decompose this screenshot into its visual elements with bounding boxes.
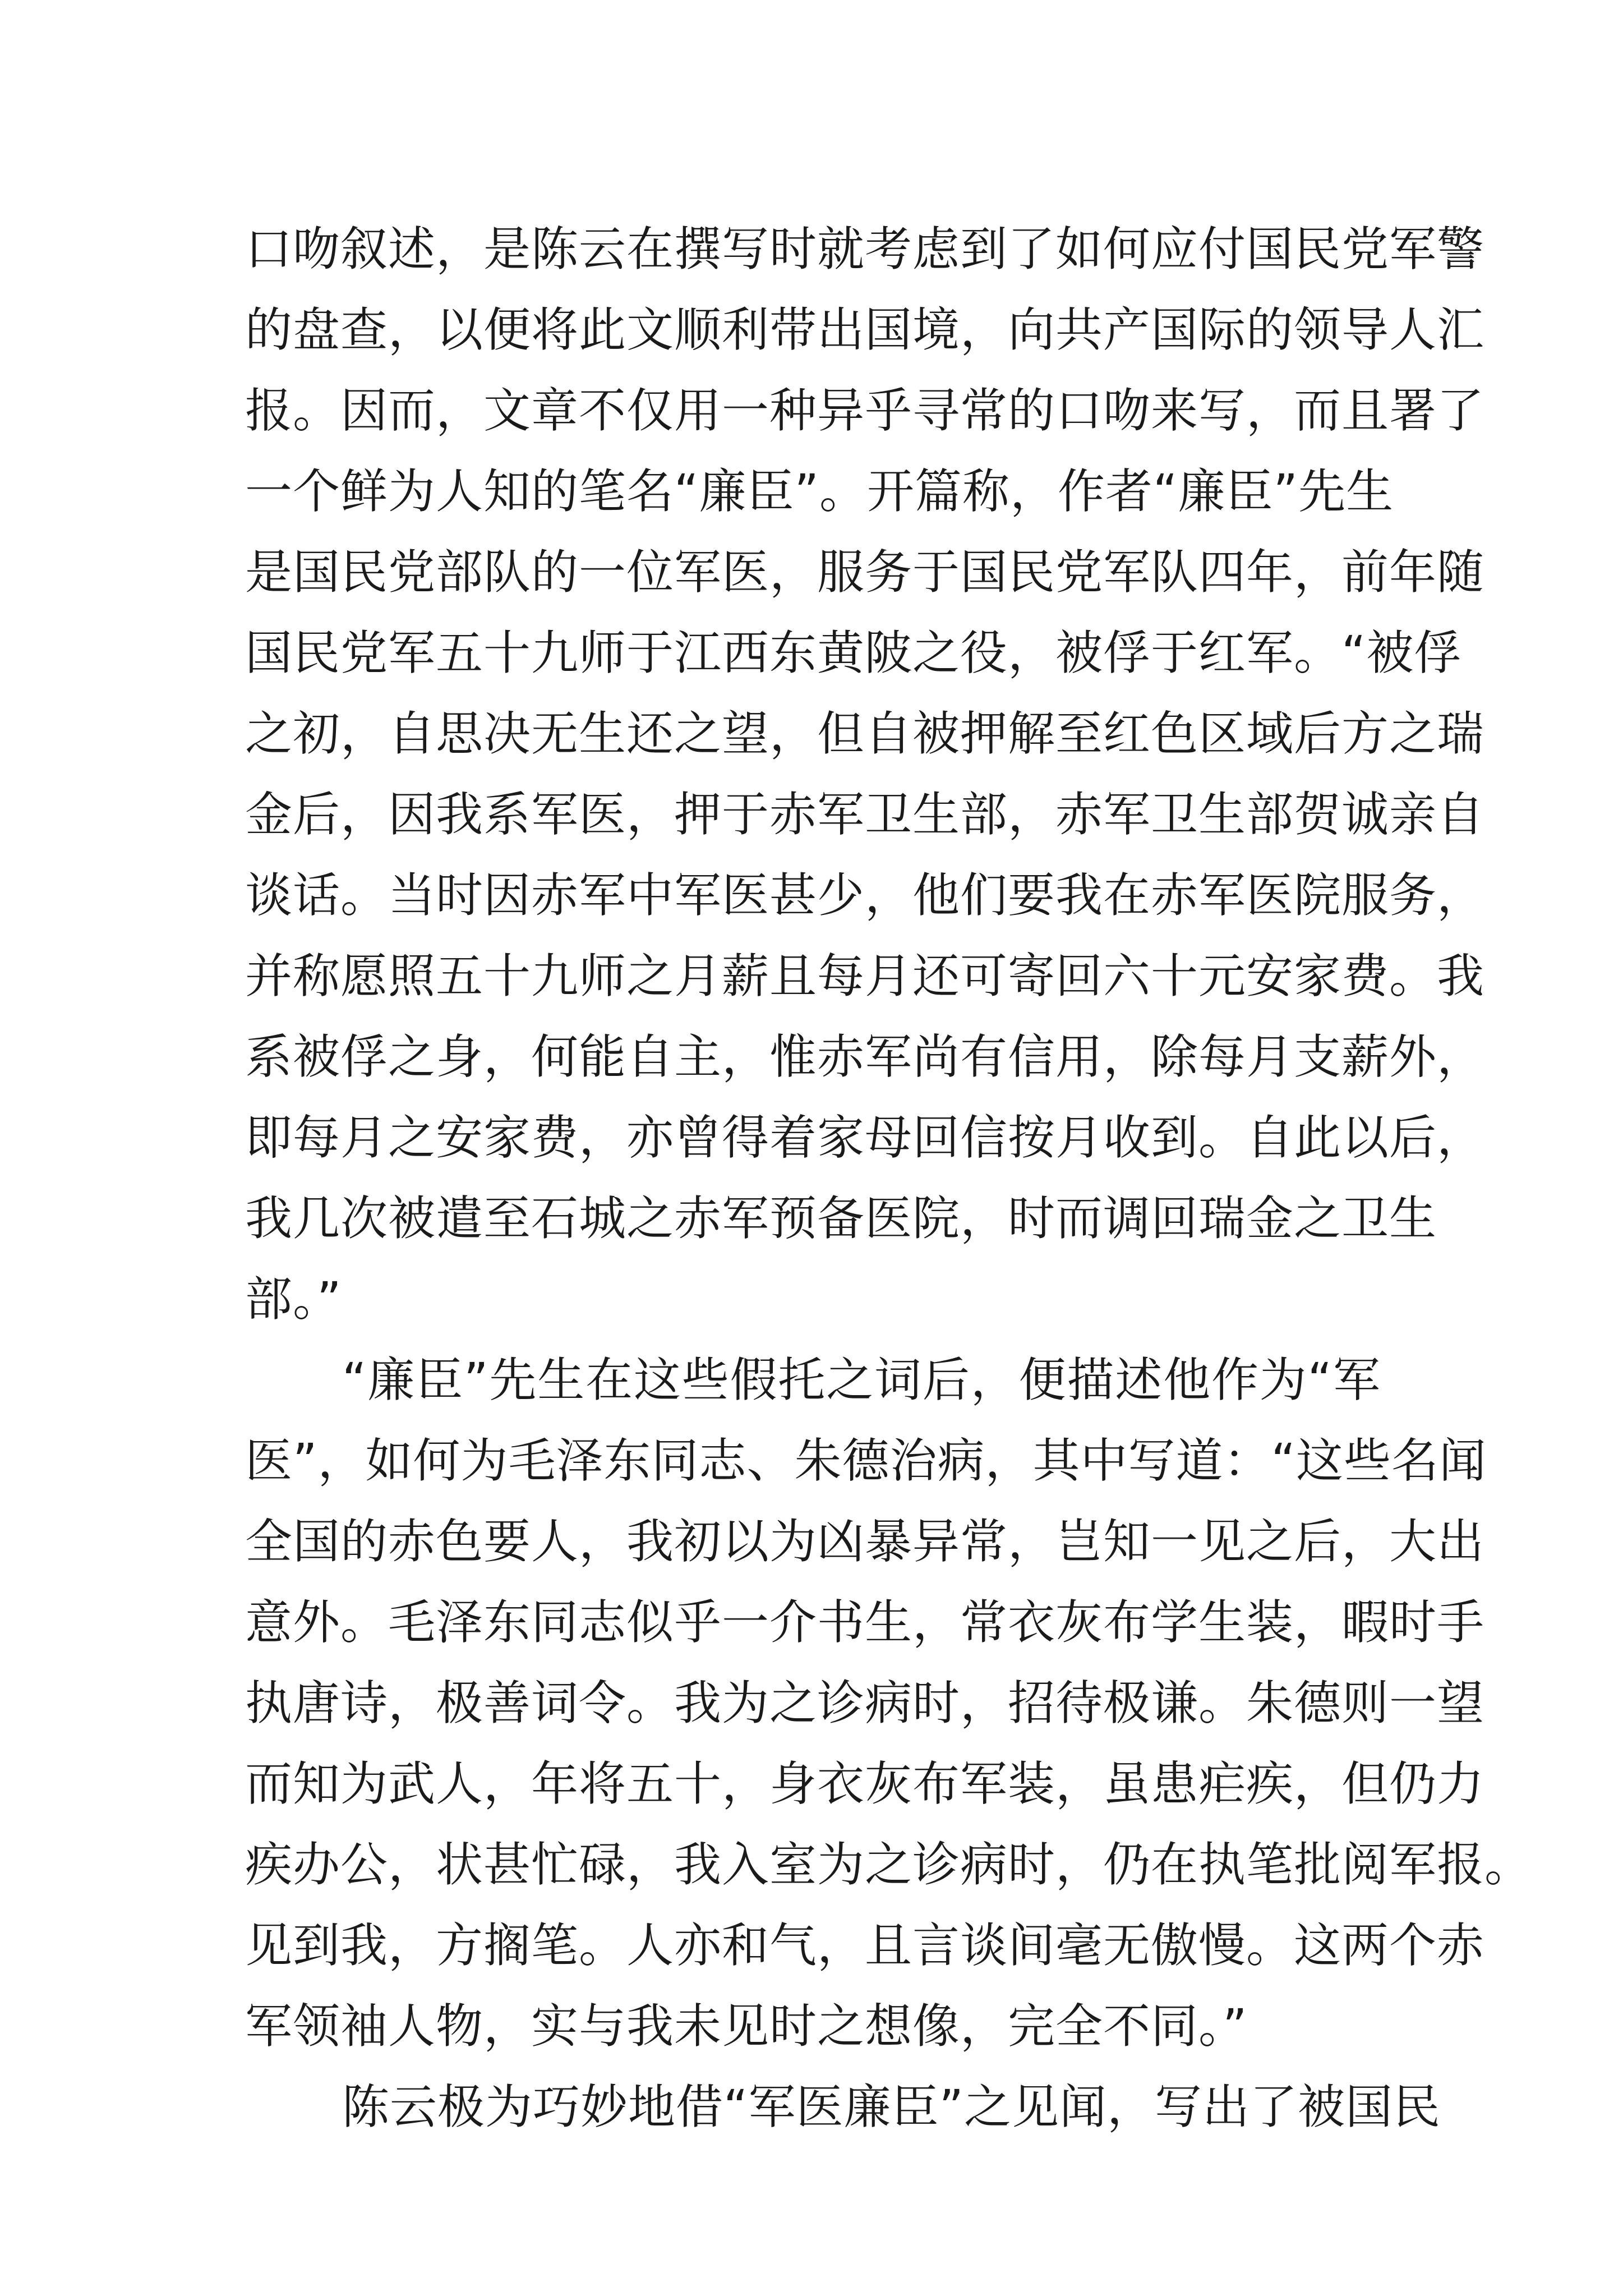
text-line: 意外。毛泽东同志似乎一介书生，常衣灰布学生装，暇时手	[245, 1595, 1485, 1650]
text-line: “廉臣”先生在这些假托之词后，便描述他作为“军	[342, 1352, 1381, 1407]
text-line: 执唐诗，极善词令。我为之诊病时，招待极谦。朱德则一望	[245, 1676, 1485, 1731]
text-line: 报。因而，文章不仅用一种异乎寻常的口吻来写，而且署了	[245, 383, 1485, 438]
text-line: 而知为武人，年将五十，身衣灰布军装，虽患疟疾，但仍力	[245, 1756, 1485, 1811]
text-line: 部。”	[245, 1272, 342, 1327]
text-line: 见到我，方搁笔。人亦和气，且言谈间毫无傲慢。这两个赤	[245, 1918, 1485, 1973]
text-line: 谈话。当时因赤军中军医甚少，他们要我在赤军医院服务，	[245, 868, 1485, 923]
text-line: 国民党军五十九师于江西东黄陂之役，被俘于红军。“被俘	[245, 625, 1462, 680]
text-line: 是国民党部队的一位军医，服务于国民党军队四年，前年随	[245, 545, 1485, 600]
text-line: 军领袖人物，实与我未见时之想像，完全不同。”	[245, 1999, 1248, 2054]
text-line: 并称愿照五十九师之月薪且每月还可寄回六十元安家费。我	[245, 949, 1485, 1004]
text-line: 陈云极为巧妙地借“军医廉臣”之见闻，写出了被国民	[342, 2079, 1441, 2134]
body-text	[245, 209, 1533, 2147]
text-line: 即每月之安家费，亦曾得着家母回信按月收到。自此以后，	[245, 1110, 1485, 1165]
text-line: 的盘查，以便将此文顺利带出国境，向共产国际的领导人汇	[245, 302, 1485, 357]
text-line: 医”，如何为毛泽东同志、朱德治病，其中写道：“这些名闻	[245, 1433, 1487, 1488]
text-line: 全国的赤色要人，我初以为凶暴异常，岂知一见之后，大出	[245, 1514, 1485, 1569]
text-line: 我几次被遣至石城之赤军预备医院，时而调回瑞金之卫生	[245, 1191, 1437, 1246]
text-line: 系被俘之身，何能自主，惟赤军尚有信用，除每月支薪外，	[245, 1029, 1485, 1084]
text-line: 一个鲜为人知的笔名“廉臣”。开篇称，作者“廉臣”先生	[245, 464, 1394, 519]
text-line: 金后，因我系军医，押于赤军卫生部，赤军卫生部贺诚亲自	[245, 787, 1485, 842]
text-line: 疾办公，状甚忙碌，我入室为之诊病时，仍在执笔批阅军报。	[245, 1837, 1533, 1892]
text-line: 之初，自思决无生还之望，但自被押解至红色区域后方之瑞	[245, 706, 1485, 761]
text-line: 口吻叙述，是陈云在撰写时就考虑到了如何应付国民党军警	[245, 222, 1485, 277]
